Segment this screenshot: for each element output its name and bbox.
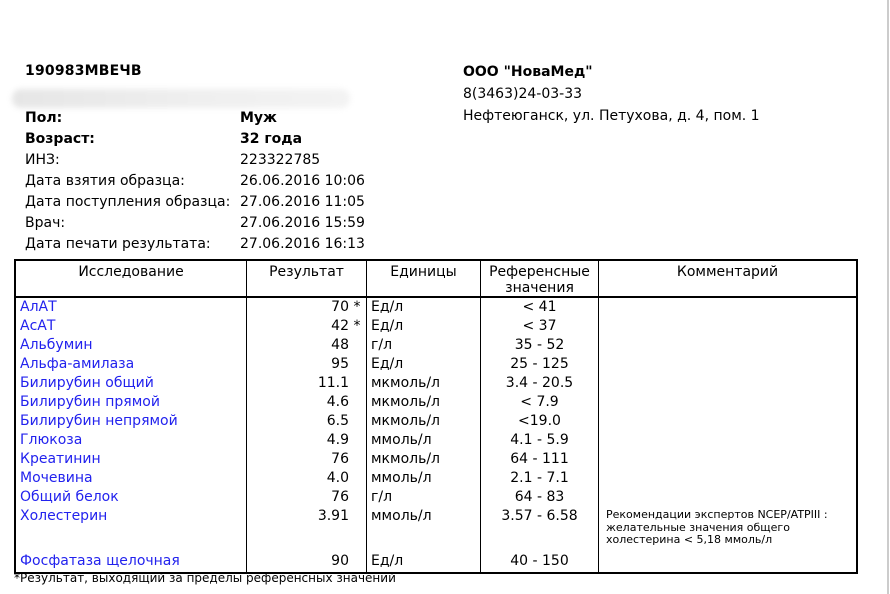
reference-range-cell: 35 - 52 (481, 336, 599, 355)
out-of-range-flag (349, 552, 365, 572)
patient-field-value: 32 года (240, 131, 303, 147)
out-of-range-flag (349, 355, 365, 374)
patient-field-row (25, 108, 365, 129)
clinic-block (463, 61, 760, 127)
units-cell: Ед/л (367, 298, 481, 317)
comment-cell (599, 355, 856, 374)
reference-range-cell: 2.1 - 7.1 (481, 469, 599, 488)
units-cell: Ед/л (367, 355, 481, 374)
result-cell (247, 488, 367, 507)
result-value: 95 (331, 356, 349, 372)
patient-field-label: Врач: (25, 215, 66, 231)
test-name-cell: Билирубин непрямой (16, 412, 247, 431)
units-cell: мкмоль/л (367, 374, 481, 393)
test-name-cell: Альфа-амилаза (16, 355, 247, 374)
result-value: 70 (331, 299, 349, 315)
result-cell (247, 552, 367, 572)
units-cell: Ед/л (367, 317, 481, 336)
comment-cell (599, 336, 856, 355)
clinic-phone: 8(3463)24-03-33 (463, 86, 583, 102)
units-cell: г/л (367, 336, 481, 355)
comment-text: Рекомендации экспертов NCEP/ATPIII : желательные значения общего холестерина < 5,18 ммоль/л (606, 508, 828, 546)
patient-field-value: 27.06.2016 15:59 (240, 215, 365, 231)
out-of-range-flag (349, 469, 365, 488)
units-cell: ммоль/л (367, 507, 481, 526)
spacer-cell (16, 526, 247, 552)
result-cell (247, 393, 367, 412)
test-name-cell: Фосфатаза щелочная (16, 552, 247, 572)
result-value: 76 (331, 489, 349, 505)
out-of-range-flag: * (353, 299, 361, 315)
units-cell: мкмоль/л (367, 450, 481, 469)
patient-field-row (25, 171, 365, 192)
reference-range-cell: < 37 (481, 317, 599, 336)
result-value: 4.0 (326, 470, 349, 486)
out-of-range-footnote: *Результат, выходящий за пределы референсных значений (14, 571, 396, 585)
test-name-cell: Билирубин общий (16, 374, 247, 393)
reference-range-cell: < 7.9 (481, 393, 599, 412)
result-cell (247, 412, 367, 431)
out-of-range-flag: * (353, 318, 361, 334)
result-value: 11.1 (317, 375, 349, 391)
patient-field-label: Дата печати результата: (25, 236, 211, 252)
comment-cell (599, 488, 856, 507)
patient-field-row (25, 150, 365, 171)
test-name-cell: Холестерин (16, 507, 247, 526)
units-cell: ммоль/л (367, 469, 481, 488)
reference-range-cell: 3.4 - 20.5 (481, 374, 599, 393)
reference-range-cell: 3.57 - 6.58 (481, 507, 599, 526)
result-value: 90 (331, 553, 349, 569)
spacer-cell (481, 526, 599, 552)
comment-cell (599, 412, 856, 431)
result-value: 6.5 (326, 413, 349, 429)
result-value: 3.91 (317, 508, 349, 524)
result-value: 76 (331, 451, 349, 467)
reference-range-cell: 4.1 - 5.9 (481, 431, 599, 450)
patient-field-value: Муж (240, 110, 277, 126)
reference-range-cell: 64 - 111 (481, 450, 599, 469)
reference-range-cell: 25 - 125 (481, 355, 599, 374)
patient-field-value: 223322785 (240, 152, 321, 168)
units-cell: мкмоль/л (367, 412, 481, 431)
test-name-cell: Креатинин (16, 450, 247, 469)
test-name-cell: АсАТ (16, 317, 247, 336)
column-header: Исследование (16, 261, 247, 298)
units-cell: мкмоль/л (367, 393, 481, 412)
result-cell (247, 469, 367, 488)
out-of-range-flag (349, 374, 365, 393)
patient-field-row (25, 234, 365, 255)
patient-field-label: ИНЗ: (25, 152, 60, 168)
test-name-cell: Общий белок (16, 488, 247, 507)
comment-cell (599, 298, 856, 317)
patient-field-label: Пол: (25, 110, 63, 126)
column-header: Комментарий (599, 261, 856, 298)
page-right-edge-line (887, 0, 889, 594)
patient-field-label: Дата поступления образца: (25, 194, 231, 210)
test-name-cell: Альбумин (16, 336, 247, 355)
clinic-name: ООО "НоваМед" (463, 64, 593, 80)
patient-info-block (25, 108, 365, 255)
patient-field-row (25, 192, 365, 213)
out-of-range-flag (349, 412, 365, 431)
result-cell (247, 431, 367, 450)
column-header: Единицы (367, 261, 481, 298)
out-of-range-flag (349, 431, 365, 450)
comment-cell (599, 393, 856, 412)
comment-cell (599, 552, 856, 572)
units-cell: г/л (367, 488, 481, 507)
patient-field-row (25, 129, 365, 150)
result-value: 4.6 (326, 394, 349, 410)
out-of-range-flag (349, 488, 365, 507)
out-of-range-flag (349, 336, 365, 355)
comment-cell (599, 450, 856, 469)
out-of-range-flag (349, 507, 365, 526)
result-value: 4.9 (326, 432, 349, 448)
report-id: 190983МВЕЧВ (25, 63, 142, 79)
patient-field-value: 27.06.2016 16:13 (240, 236, 365, 252)
test-name-cell: АлАТ (16, 298, 247, 317)
test-name-cell: Мочевина (16, 469, 247, 488)
clinic-address: Нефтеюганск, ул. Петухова, д. 4, пом. 1 (463, 108, 760, 124)
column-header: Результат (247, 261, 367, 298)
result-value: 42 (331, 318, 349, 334)
test-name-cell: Билирубин прямой (16, 393, 247, 412)
reference-range-cell: <19.0 (481, 412, 599, 431)
out-of-range-flag (349, 450, 365, 469)
column-header: Референсные значения (481, 261, 599, 298)
comment-cell (599, 431, 856, 450)
reference-range-cell: 40 - 150 (481, 552, 599, 572)
redacted-patient-name (12, 89, 350, 108)
reference-range-cell: < 41 (481, 298, 599, 317)
result-cell (247, 298, 367, 317)
result-cell (247, 355, 367, 374)
result-cell (247, 317, 367, 336)
patient-field-row (25, 213, 365, 234)
patient-field-value: 26.06.2016 10:06 (240, 173, 365, 189)
out-of-range-flag (349, 393, 365, 412)
comment-cell (599, 317, 856, 336)
patient-field-label: Возраст: (25, 131, 95, 147)
spacer-cell (247, 526, 367, 552)
comment-cell (599, 507, 856, 546)
patient-field-label: Дата взятия образца: (25, 173, 185, 189)
reference-range-cell: 64 - 83 (481, 488, 599, 507)
result-cell (247, 336, 367, 355)
result-cell (247, 507, 367, 526)
test-name-cell: Глюкоза (16, 431, 247, 450)
patient-field-value: 27.06.2016 11:05 (240, 194, 365, 210)
spacer-cell (367, 526, 481, 552)
units-cell: ммоль/л (367, 431, 481, 450)
results-table (14, 259, 858, 574)
comment-cell (599, 374, 856, 393)
result-cell (247, 374, 367, 393)
units-cell: Ед/л (367, 552, 481, 572)
result-cell (247, 450, 367, 469)
result-value: 48 (331, 337, 349, 353)
comment-cell (599, 469, 856, 488)
